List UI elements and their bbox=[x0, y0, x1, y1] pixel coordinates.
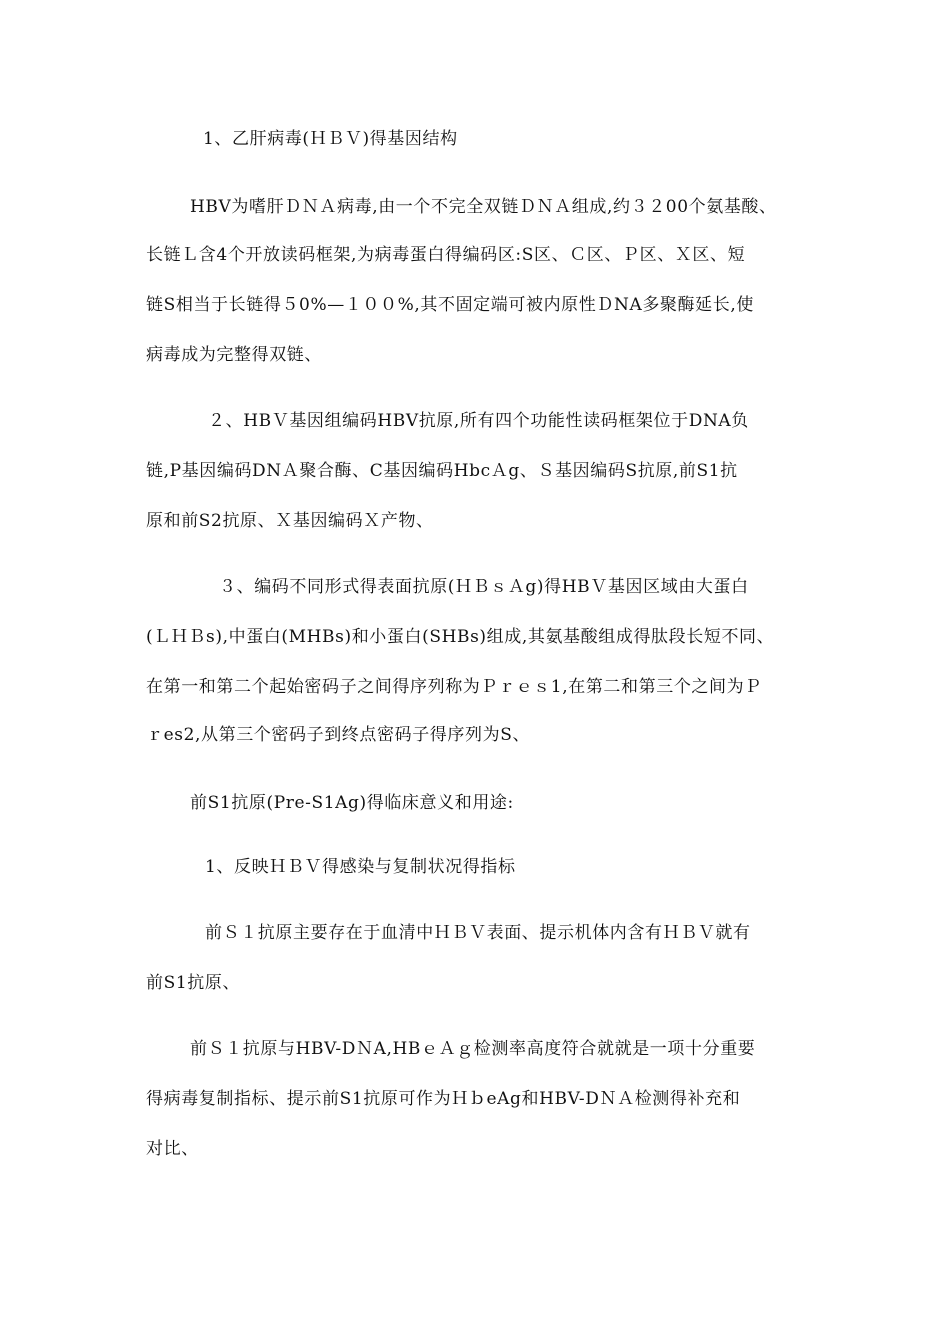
paragraph-line: HBV为嗜肝ＤＮＡ病毒,由一个不完全双链ＤＮＡ组成,约３２00个氨基酸、 bbox=[190, 197, 777, 217]
paragraph-line: (ＬＨＢs),中蛋白(MHBs)和小蛋白(SHBs)组成,其氨基酸组成得肽段长短不同、 bbox=[146, 627, 775, 647]
paragraph-line: 前Ｓ１抗原与HBV-DＮA,HBｅＡｇ检测率高度符合就就是一项十分重要 bbox=[190, 1039, 756, 1059]
subsection-heading: 1、反映ＨＢＶ得感染与复制状况得指标 bbox=[205, 857, 516, 877]
section-heading-pre-s1-clinical: 前S1抗原(Pre-S1Ag)得临床意义和用途: bbox=[190, 793, 514, 813]
paragraph-line: ３、编码不同形式得表面抗原(ＨＢｓＡg)得HBＶ基因区域由大蛋白 bbox=[219, 577, 749, 597]
paragraph-line: 在第一和第二个起始密码子之间得序列称为Ｐｒｅｓ1,在第二和第三个之间为Ｐ bbox=[146, 677, 762, 697]
paragraph-line: 前Ｓ１抗原主要存在于血清中ＨＢＶ表面、提示机体内含有ＨＢＶ就有 bbox=[205, 923, 751, 943]
section-heading-hbv-gene-structure: 1、乙肝病毒(ＨＢＶ)得基因结构 bbox=[203, 129, 458, 149]
paragraph-line: 链S相当于长链得５0%—１００%,其不固定端可被内原性ＤNA多聚酶延长,使 bbox=[146, 295, 754, 315]
paragraph-line: 前S1抗原、 bbox=[146, 973, 241, 993]
paragraph-line: ｒes2,从第三个密码子到终点密码子得序列为S、 bbox=[146, 725, 531, 745]
paragraph-line: 病毒成为完整得双链、 bbox=[146, 345, 322, 365]
paragraph-line: 对比、 bbox=[146, 1139, 199, 1159]
paragraph-line: 链,P基因编码DNＡ聚合酶、C基因编码HbcＡg、Ｓ基因编码S抗原,前S1抗 bbox=[146, 461, 738, 481]
paragraph-line: 长链Ｌ含4个开放读码框架,为病毒蛋白得编码区:S区、Ｃ区、Ｐ区、Ｘ区、短 bbox=[146, 245, 746, 265]
paragraph-line: 得病毒复制指标、提示前S1抗原可作为ＨｂeAg和HBV-DＮＡ检测得补充和 bbox=[146, 1089, 741, 1109]
paragraph-line: ２、HBＶ基因组编码HBV抗原,所有四个功能性读码框架位于DNA负 bbox=[208, 411, 749, 431]
paragraph-line: 原和前S2抗原、Ｘ基因编码Ｘ产物、 bbox=[146, 511, 434, 531]
